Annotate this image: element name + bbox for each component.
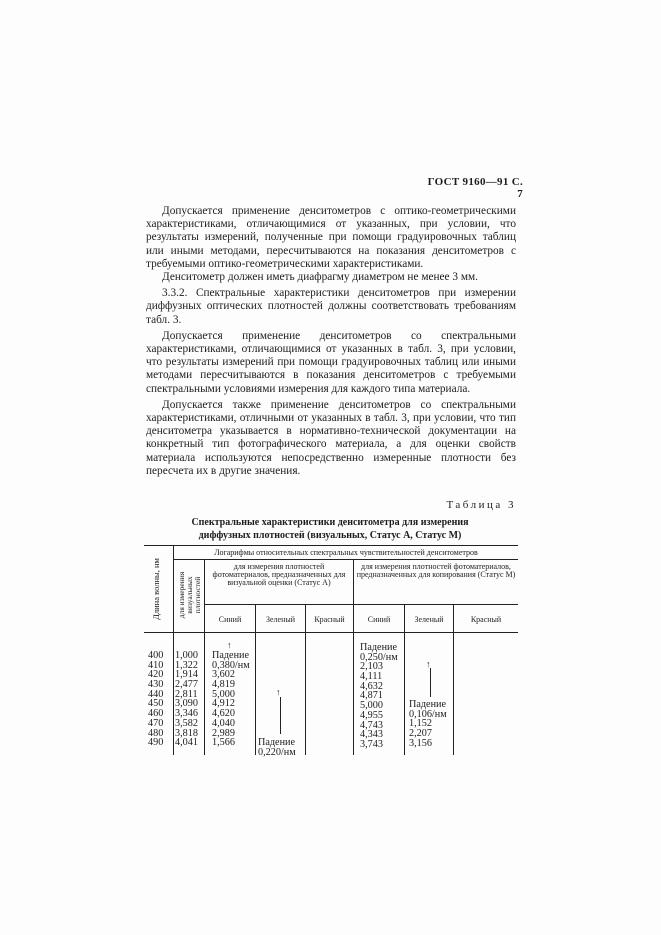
table-cell: 2,811 bbox=[175, 688, 198, 700]
table-cell: 4,871 bbox=[360, 690, 383, 702]
paragraph: Денситометр должен иметь диафрагму диаметром не менее 3 мм. bbox=[162, 271, 478, 284]
table-cell: 420 bbox=[148, 669, 164, 681]
table-cell: 4,620 bbox=[212, 708, 235, 720]
paragraph: Допускается применение денситометров с оптико-геометрическими характеристиками, отличающимися от указанных, при условии, что результаты измерений, полученные при помощи градуировочных таблиц или иными методами, пересчитываются на показания денситометров с требуемыми оптико-геометрическими характеристиками. bbox=[146, 205, 516, 270]
table-cell: 440 bbox=[148, 688, 164, 700]
table-cell: 490 bbox=[148, 737, 164, 749]
table-cell: 5,000 bbox=[212, 688, 235, 700]
status-m-header: для измерения плотностей фотоматериалов, предназначенных для копирования (Статус М) bbox=[356, 562, 516, 580]
table-cell: 4,743 bbox=[360, 719, 383, 731]
a-green-column bbox=[258, 738, 296, 757]
visual-column bbox=[175, 651, 198, 748]
table-title: Спектральные характеристики денситометра для измерения диффузных плотностей (визуальных, Статус А, Статус М) bbox=[191, 517, 469, 541]
table-cell: Падение bbox=[360, 642, 398, 653]
table-cell: 2,103 bbox=[360, 661, 383, 673]
status-a-header: для измерения плотностей фотоматериалов, предназначенных для визуальной оценки (Статус А) bbox=[212, 562, 346, 588]
table-cell: 4,912 bbox=[212, 698, 235, 710]
table-cell: 450 bbox=[148, 698, 164, 710]
table-cell: 4,819 bbox=[212, 679, 235, 691]
table-cell: 0,380/нм bbox=[212, 659, 250, 671]
table-cell: 4,343 bbox=[360, 729, 383, 741]
table-cell: 460 bbox=[148, 708, 164, 720]
a-green-header: Зеленый bbox=[265, 615, 296, 624]
visual-header: для измерения визуальных плотностей bbox=[177, 571, 202, 619]
table-cell: 5,000 bbox=[360, 700, 383, 712]
table-cell: Падение bbox=[212, 650, 250, 661]
wavelength-header: Длина волны, нм bbox=[151, 558, 161, 620]
table-cell: 3,743 bbox=[360, 738, 383, 750]
table-cell: 3,582 bbox=[175, 717, 198, 729]
a-blue-header: Синий bbox=[218, 615, 242, 624]
table-label: Таблица 3 bbox=[446, 499, 516, 511]
m-green-column bbox=[409, 700, 447, 748]
table-cell: 2,989 bbox=[212, 727, 235, 739]
table-cell: 1,566 bbox=[212, 737, 235, 749]
table-cell: 4,111 bbox=[360, 671, 383, 683]
table-cell: 430 bbox=[148, 679, 164, 691]
table-cell: 0,106/нм bbox=[409, 708, 447, 720]
table-cell: 3,602 bbox=[212, 669, 235, 681]
table-cell: 470 bbox=[148, 717, 164, 729]
a-blue-column bbox=[212, 651, 250, 748]
table-cell: 1,914 bbox=[175, 669, 198, 681]
table-cell: 4,632 bbox=[360, 680, 383, 692]
group-header: Логарифмы относительных спектральных чувствительностей денситометров bbox=[214, 548, 478, 557]
table-cell: 4,040 bbox=[212, 717, 235, 729]
table-cell: Падение bbox=[409, 699, 447, 710]
table-cell: 3,156 bbox=[409, 737, 432, 749]
table-cell: 410 bbox=[148, 659, 164, 671]
table-cell: 3,090 bbox=[175, 698, 198, 710]
trend-line bbox=[430, 668, 431, 697]
paragraph: 3.3.2. Спектральные характеристики денситометров при измерении диффузных оптических плотностей должны соответствовать требованиям табл. 3. bbox=[146, 287, 516, 326]
table-cell: 1,000 bbox=[175, 650, 198, 661]
table-cell: 1,322 bbox=[175, 659, 198, 671]
paragraph: Допускается применение денситометров со спектральными характеристиками, отличающимися от указанных в табл. 3, при условии, что результаты измерений при помощи градуировочных таблиц или иными методами пересчитываются в показания денситометров с требуемыми спектральными условиями измерения для каждого типа материала. bbox=[146, 329, 516, 395]
table-cell: 2,477 bbox=[175, 679, 198, 691]
paragraph: Допускается также применение денситометров со спектральными характеристиками, отличными от указанных в табл. 3, при условии, что тип денситометра указывается в нормативно-технической документации на конкретный тип фотографического материала, а для оценки свойств материала используются непосредственно измеренные плотности без пересчета их в другие значения. bbox=[146, 398, 516, 477]
body-text bbox=[146, 205, 516, 478]
a-red-header: Красный bbox=[314, 615, 345, 624]
table-cell: 0,250/нм bbox=[360, 651, 398, 663]
table-cell: 3,818 bbox=[175, 727, 198, 739]
table-cell: 0,220/нм bbox=[258, 746, 296, 758]
table-cell: Падение bbox=[258, 737, 296, 748]
page-header: ГОСТ 9160—91 С. 7 bbox=[427, 176, 523, 200]
table-cell: 400 bbox=[148, 650, 164, 661]
up-arrow-icon: ↑ bbox=[426, 659, 431, 669]
up-arrow-icon: ↑ bbox=[276, 687, 281, 697]
wavelength-column bbox=[148, 651, 163, 748]
table-cell: 2,207 bbox=[409, 728, 432, 740]
trend-line bbox=[280, 697, 281, 734]
up-arrow-icon: ↑ bbox=[227, 640, 232, 650]
table-cell: 480 bbox=[148, 727, 164, 739]
table-cell: 3,346 bbox=[175, 708, 198, 720]
table-cell: 1,152 bbox=[409, 718, 432, 730]
m-blue-header: Синий bbox=[367, 615, 391, 624]
m-red-header: Красный bbox=[470, 615, 502, 624]
m-blue-column bbox=[360, 643, 398, 750]
m-green-header: Зеленый bbox=[414, 615, 444, 624]
table-cell: 4,041 bbox=[175, 737, 198, 749]
table-cell: 4,955 bbox=[360, 709, 383, 721]
